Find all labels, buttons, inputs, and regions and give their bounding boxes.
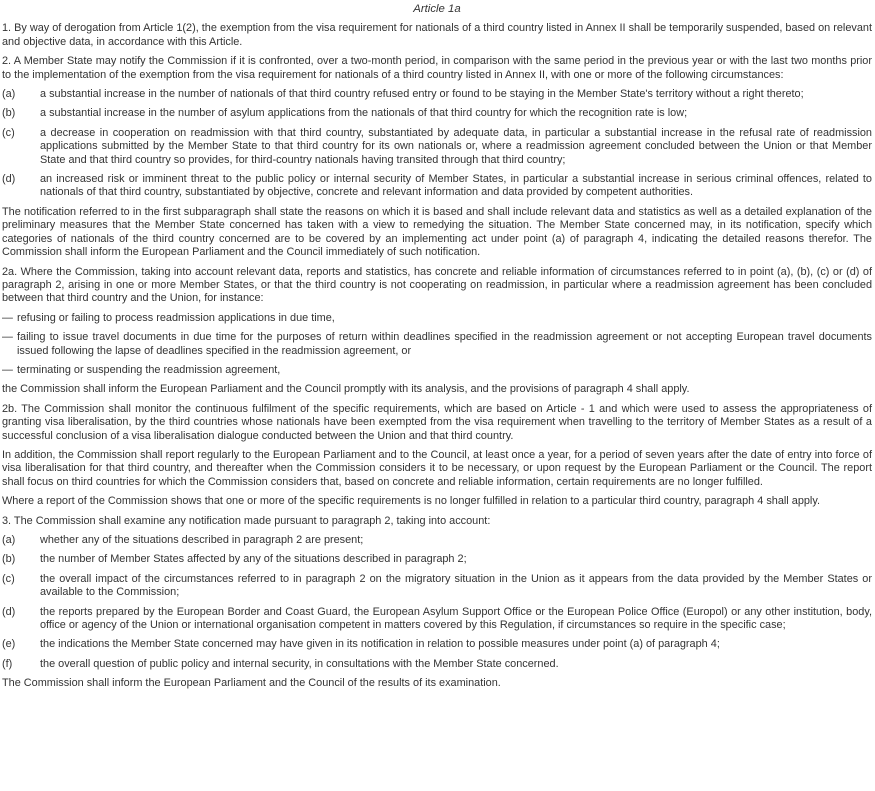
point-label: (c)	[2, 572, 15, 585]
paragraph-2-point	[2, 127, 872, 167]
paragraph-2: 2. A Member State may notify the Commission if it is confronted, over a two-month period, in comparison with the same period in the previous year or with the last two months prior to the implementation of the exemption from the visa requirement for nationals of a third country listed in Annex II, with one or more of the following circumstances:	[2, 55, 872, 81]
indent-text: terminating or suspending the readmission agreement,	[17, 363, 281, 376]
point-label: (d)	[2, 605, 16, 618]
paragraph-3-point	[2, 606, 872, 633]
point-label: (f)	[2, 657, 13, 670]
point-text: the overall impact of the circumstances referred to in paragraph 2 on the migratory situation in the Union as it appears from the data provided by the Member States or available to the Commission;	[40, 572, 872, 599]
paragraph-3-point	[2, 658, 872, 671]
paragraph-2a-conclusion: the Commission shall inform the European Parliament and the Council promptly with its analysis, and the provisions of paragraph 4 shall apply.	[2, 383, 690, 396]
point-text: a decrease in cooperation on readmission with that third country, substantiated by adequate data, in particular a substantial increase in the refusal rate of readmission applications submitted by the Member State to that third country for its own nationals or, where a readmission agreement concluded between the Union or that Member State and that third country so provides, for third-country nationals having transited through that third country;	[40, 126, 872, 166]
point-label: (c)	[2, 126, 15, 139]
paragraph-3-point	[2, 534, 872, 547]
indent-text: failing to issue travel documents in due time for the purposes of return within deadlines specified in the readmission agreement or not accepting European travel documents issued following the lapse of deadlines specified in the readmission agreement, or	[17, 331, 872, 357]
paragraph-3: 3. The Commission shall examine any notification made pursuant to paragraph 2, taking into account:	[2, 514, 491, 527]
point-text: the number of Member States affected by any of the situations described in paragraph 2;	[40, 553, 467, 566]
paragraph-3-point	[2, 638, 872, 651]
point-text: the reports prepared by the European Border and Coast Guard, the European Asylum Support Office or the European Police Office (Europol) or any other institution, body, office or agency of the Union or international organisation competent in matters covered by this Regulation, if circumstances so require in the specific case;	[40, 605, 872, 632]
indent-dash: —	[2, 331, 13, 344]
paragraph-3-point	[2, 573, 872, 600]
paragraph-2a-indents	[2, 312, 872, 378]
point-text: a substantial increase in the number of nationals of that third country refused entry or found to be staying in the Member State's territory without a right thereto;	[40, 88, 804, 101]
point-text: whether any of the situations described in paragraph 2 are present;	[40, 534, 364, 546]
indent-text: refusing or failing to process readmission applications in due time,	[17, 311, 335, 324]
paragraph-2b-where: Where a report of the Commission shows that one or more of the specific requirements is no longer fulfilled in relation to a particular third country, paragraph 4 shall apply.	[2, 495, 821, 508]
point-label: (a)	[2, 534, 16, 546]
indent-dash: —	[2, 363, 13, 376]
point-label: (d)	[2, 173, 16, 186]
article-title: Article 1a	[413, 3, 461, 15]
indent-item	[2, 364, 872, 377]
indent-dash: —	[2, 311, 13, 324]
indent-item	[2, 331, 872, 358]
paragraph-3-conclusion: The Commission shall inform the European Parliament and the Council of the results of its examination.	[2, 677, 501, 690]
paragraph-2-point	[2, 107, 872, 120]
point-label: (b)	[2, 107, 16, 120]
paragraph-2a: 2a. Where the Commission, taking into account relevant data, reports and statistics, has concrete and reliable information of circumstances referred to in point (a), (b), (c) or (d) of paragraph 2, arising in one or more Member States, or that the third country is not cooperating on readmission, in particular where a readmission agreement has been concluded between that third country and the Union, for instance:	[2, 265, 872, 305]
point-text: the indications the Member State concerned may have given in its notification in relation to possible measures under point (a) of paragraph 4;	[40, 638, 720, 651]
point-label: (b)	[2, 553, 16, 566]
point-label: (a)	[2, 88, 16, 101]
paragraph-2b-addition: In addition, the Commission shall report regularly to the European Parliament and to the Council, at least once a year, for a period of seven years after the date of entry into force of visa liberalisation for that third country, and thereafter when the Commission considers it to be necessary, or upon request by the European Parliament or the Council. The report shall focus on third countries for which the Commission considers that, based on concrete and reliable information, certain requirements are no longer fulfilled.	[2, 448, 872, 488]
indent-item	[2, 312, 872, 325]
paragraph-2-point	[2, 173, 872, 200]
paragraph-2-points	[2, 88, 872, 200]
paragraph-1: 1. By way of derogation from Article 1(2), the exemption from the visa requirement for nationals of a third country listed in Annex II shall be temporarily suspended, based on relevant and objective data, in accordance with this Article.	[2, 22, 872, 48]
paragraph-2b: 2b. The Commission shall monitor the continuous fulfilment of the specific requirements, which are based on Article - 1 and which were used to assess the appropriateness of granting visa liberalisation, by the third countries whose nationals have been exempted from the visa requirement when travelling to the territory of Member States as a result of a successful conclusion of a visa liberalisation dialogue conducted between the Union and that third country.	[2, 402, 872, 442]
paragraph-3-points	[2, 534, 872, 671]
point-text: the overall question of public policy and internal security, in consultations with the Member State concerned.	[40, 657, 559, 670]
point-label: (e)	[2, 638, 16, 651]
paragraph-2-point	[2, 88, 872, 101]
point-text: an increased risk or imminent threat to the public policy or internal security of Member States, in particular a substantial increase in serious criminal offences, related to nationals of that third country, substantiated by objective, concrete and relevant information and data provided by competent authorities.	[40, 173, 872, 199]
paragraph-3-point	[2, 553, 872, 566]
paragraph-2-notification: The notification referred to in the first subparagraph shall state the reasons on which it is based and shall include relevant data and statistics as well as a detailed explanation of the preliminary measures that the Member State concerned has taken with a view to remedying the situation. The Member State concerned may, in its notification, specify which categories of nationals of the third country concerned are to be covered by an implementing act under point (a) of paragraph 4, indicating the detailed reasons therefor. The Commission shall inform the European Parliament and the Council immediately of such notification.	[2, 205, 872, 259]
point-text: a substantial increase in the number of asylum applications from the nationals of that third country for which the recognition rate is low;	[40, 107, 688, 120]
